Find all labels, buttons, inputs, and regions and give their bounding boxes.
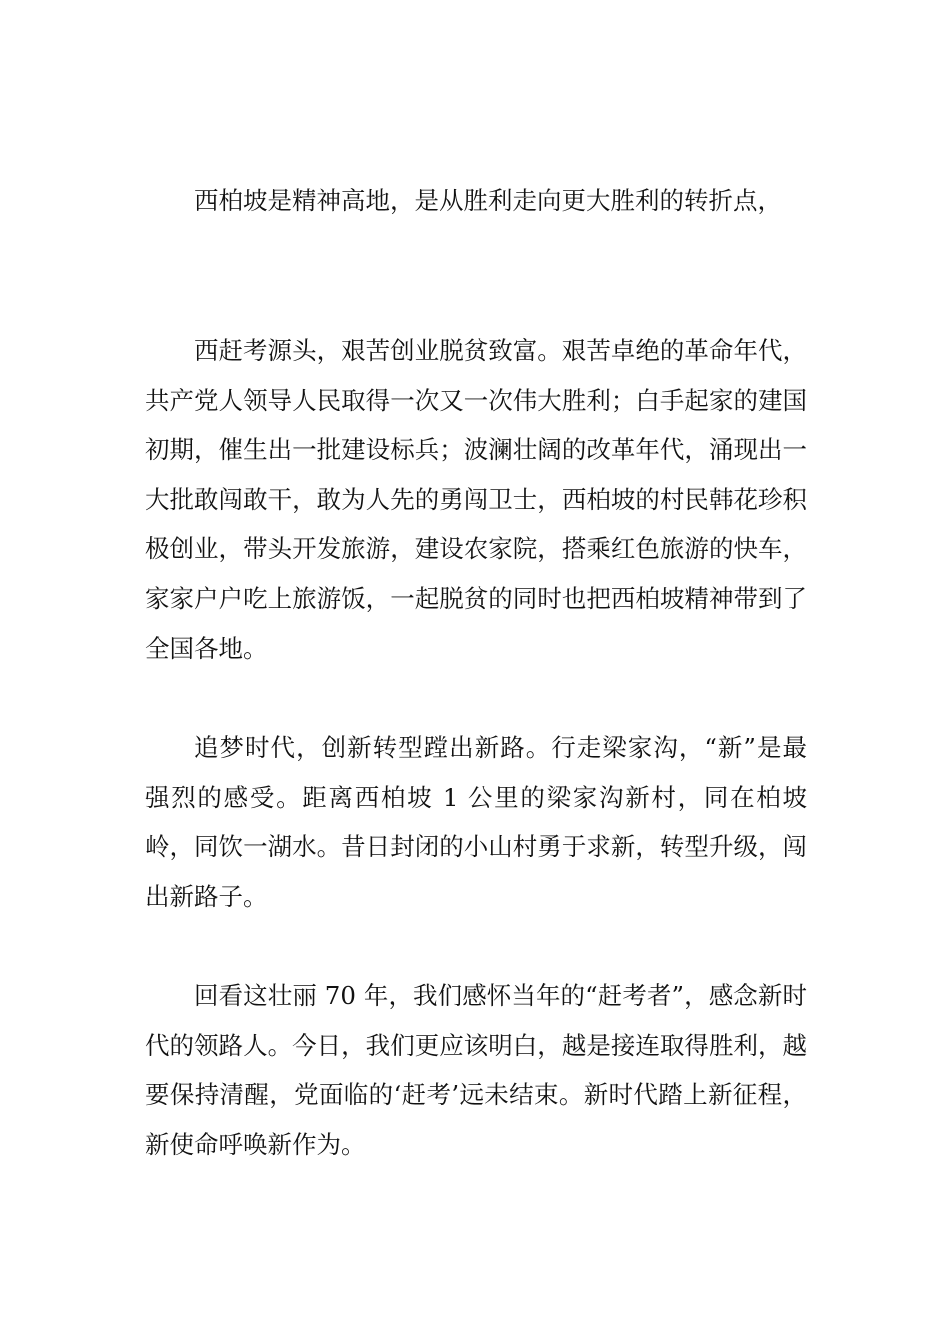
paragraph-3: 追梦时代，创新转型蹚出新路。行走梁家沟，“新”是最强烈的感受。距离西柏坡 1 公里的梁家沟新村，同在柏坡岭，同饮一湖水。昔日封闭的小山村勇于求新，转型升级，闯出新路子。 [145,733,807,911]
paragraph-1: 西柏坡是精神高地，是从胜利走向更大胜利的转折点， [194,186,782,215]
paragraph-2: 西赶考源头，艰苦创业脱贫致富。艰苦卓绝的革命年代，共产党人领导人民取得一次又一次伟大胜利；白手起家的建国初期，催生出一批建设标兵；波澜壮阔的改革年代，涌现出一大批敢闯敢干，敢为人先的勇闯卫士，西柏坡的村民韩花珍积极创业，带头开发旅游，建设农家院，搭乘红色旅游的快车，家家户户吃上旅游饭，一起脱贫的同时也把西柏坡精神带到了全国各地。 [145,336,807,663]
paragraph-4: 回看这壮丽 70 年，我们感怀当年的“赶考者”，感念新时代的领路人。今日，我们更应该明白，越是接连取得胜利，越要保持清醒，党面临的‘赶考’远未结束。新时代踏上新征程，新使命呼唤新作为。 [145,981,807,1159]
